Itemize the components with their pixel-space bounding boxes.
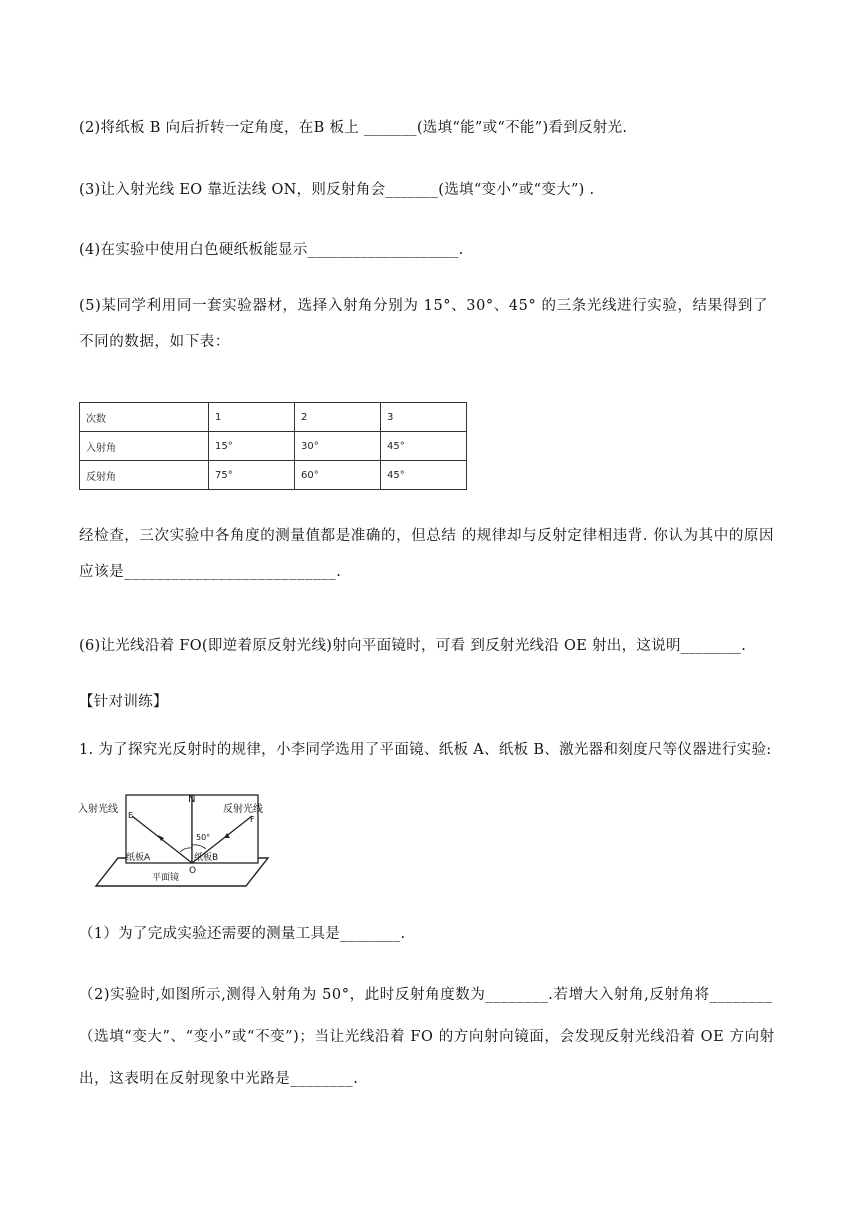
table-row: [80, 403, 467, 432]
problem-1-question-2-line-3: 出，这表明在反射现象中光路是________.: [79, 1071, 359, 1087]
problem-1-question-2-line-2: （选填“变大”、“变小”或“不变”)；当让光线沿着 FO 的方向射向镜面，会发现反射光线沿着 OE 方向射: [79, 1029, 775, 1045]
problem-1-question-1: （1）为了完成实验还需要的测量工具是________.: [79, 926, 406, 942]
table-cell: 45°: [381, 432, 467, 461]
point-f-label: F: [250, 815, 255, 824]
mirror-label: 平面镜: [152, 873, 180, 883]
problem-1-intro: 1. 为了探究光反射时的规律，小李同学选用了平面镜、纸板 A、纸板 B、激光器和刻度尺等仪器进行实验:: [79, 742, 772, 758]
table-cell: 30°: [295, 432, 381, 461]
point-e-label: E: [128, 811, 134, 820]
table-row: [80, 461, 467, 490]
reflected-ray-label: 反射光线: [223, 804, 263, 815]
table-cell: 2: [295, 403, 381, 432]
table-cell: 次数: [80, 403, 209, 432]
normal-label: N: [188, 794, 196, 805]
problem-1-question-2-line-1: （2)实验时,如图所示,测得入射角为 50°，此时反射角度数为________.若增大入射角,反射角将________: [79, 987, 773, 1003]
table-cell: 45°: [381, 461, 467, 490]
angle-label: 50°: [196, 833, 211, 842]
table-cell: 15°: [209, 432, 295, 461]
table-cell: 入射角: [80, 432, 209, 461]
question-2: (2)将纸板 B 向后折转一定角度，在B 板上 _______(选填“能”或“不能”)看到反射光.: [79, 120, 628, 136]
question-5-conclusion-line-1: 经检查，三次实验中各角度的测量值都是准确的，但总结 的规律却与反射定律相违背. 你认为其中的原因: [79, 528, 775, 544]
question-3: (3)让入射光线 EO 靠近法线 ON，则反射角会_______(选填“变小”或“变大”) .: [79, 182, 595, 198]
table-cell: 60°: [295, 461, 381, 490]
question-4: (4)在实验中使用白色硬纸板能显示____________________.: [79, 242, 464, 258]
reflection-experiment-figure: [78, 788, 278, 892]
board-b-label: 纸板B: [194, 853, 219, 863]
board-a-label: 纸板A: [126, 853, 151, 863]
question-5-line-1: (5)某同学利用同一套实验器材，选择入射角分别为 15°、30°、45° 的三条光线进行实验，结果得到了: [79, 298, 769, 314]
table-cell: 1: [209, 403, 295, 432]
section-heading: 【针对训练】: [79, 694, 168, 710]
incident-ray-label: 入射光线: [78, 804, 118, 815]
table-cell: 反射角: [80, 461, 209, 490]
question-5-conclusion-line-2: 应该是___________________________.: [79, 564, 342, 580]
problem-1-question-2: [79, 974, 784, 1100]
question-6: (6)让光线沿着 FO(即逆着原反射光线)射向平面镜时，可看 到反射光线沿 OE 射出，这说明________.: [79, 638, 747, 654]
point-o-label: O: [189, 866, 197, 876]
angle-data-table: [79, 402, 467, 490]
table-row: [80, 432, 467, 461]
table-cell: 75°: [209, 461, 295, 490]
question-5-conclusion: [79, 518, 784, 590]
table-cell: 3: [381, 403, 467, 432]
question-5-line-2: 不同的数据，如下表：: [79, 334, 230, 350]
question-5: [79, 288, 784, 360]
